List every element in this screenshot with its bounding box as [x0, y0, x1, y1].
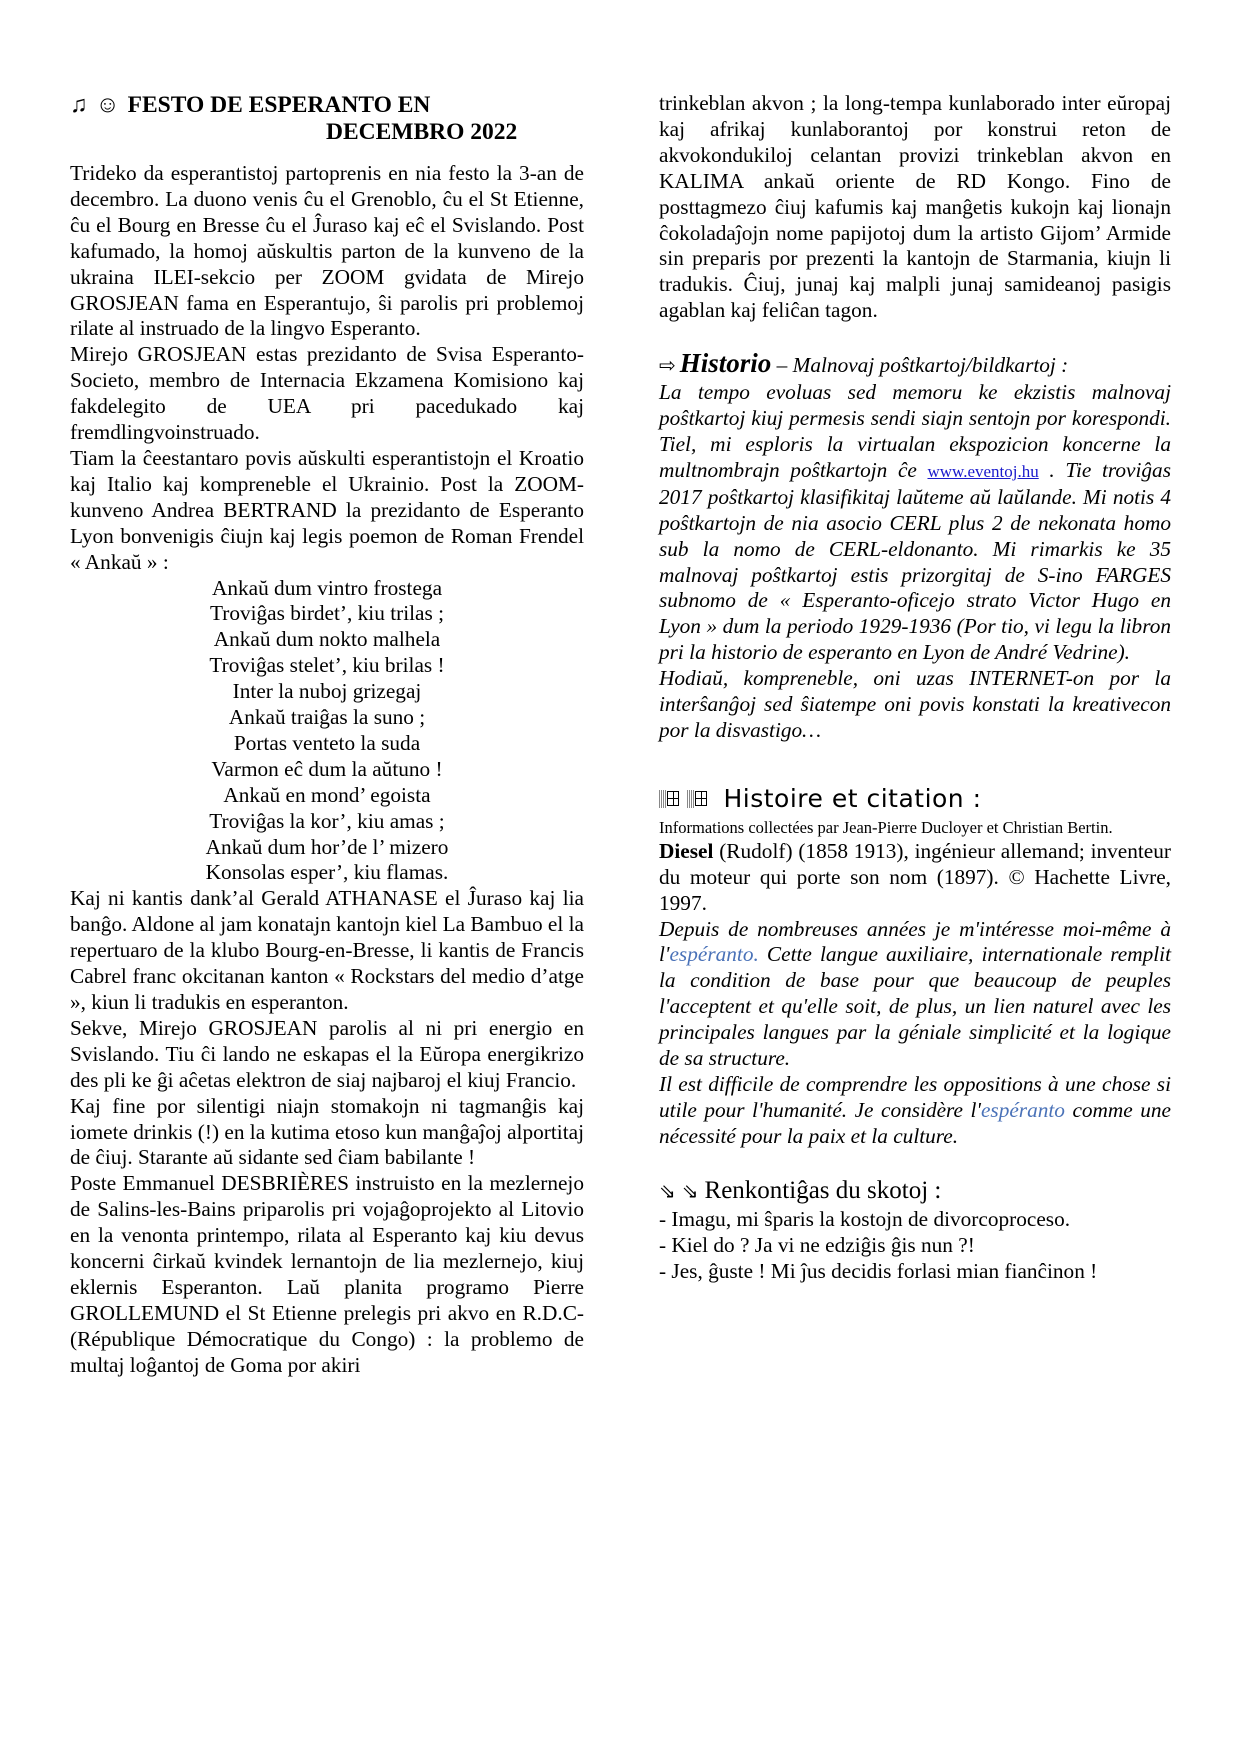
quote-text: comme une nécessité pour la paix et la culture.	[659, 1097, 1171, 1148]
poem-line: Konsolas esper’, kiu flamas.	[205, 860, 449, 885]
right-column	[659, 91, 1171, 1284]
article-paragraph: Poste Emmanuel DESBRIÈRES instruisto en la mezlernejo de Salins-les-Bains priparolis pri vojaĝoprojekto al Litovio en la venonta printempo, rilata al Esperanto kaj kiu devus koncerni ĉirkaŭ kvindek lernantojn de lia mezlernejo, kiuj eklernis Esperanton. Laŭ planita programo Pierre GROLLEMUND el St Etienne prelegis pri akvo en R.D.C-(République Démocratique du Congo) : la problemo de multaj loĝantoj de Goma por akiri	[70, 1171, 584, 1377]
hook-arrow-icon: ⇘	[659, 1178, 676, 1203]
left-column	[70, 88, 584, 1379]
poem-line: Ankaŭ dum hor’de l’ mizero	[205, 834, 449, 859]
historio-body	[659, 380, 1171, 666]
historio-title: Historio	[679, 348, 772, 379]
historio-subtitle: Malnovaj poŝtkartoj/bildkartoj :	[792, 353, 1069, 378]
eventoj-link[interactable]: www.eventoj.hu	[927, 461, 1039, 481]
jokes-section	[659, 1175, 1171, 1285]
joke-line: - Jes, ĝuste ! Mi ĵus decidis forlasi mian fianĉinon !	[659, 1258, 1098, 1283]
smiley-icon: ☺	[95, 92, 120, 118]
entry-term: Diesel	[659, 838, 714, 863]
historio-heading	[659, 349, 1171, 380]
poem-line: Troviĝas birdet’, kiu trilas ;	[209, 601, 445, 626]
citation-quote-1	[659, 917, 1171, 1072]
poem-line: Ankaŭ traiĝas la suno ;	[228, 705, 426, 730]
historio-text: La tempo evoluas sed memoru ke ekzistis malnovaj poŝtkartoj kiuj permesis sendi siajn sentojn por korespondi. Tiel, mi esploris la virtualan ekspozicion koncerne la multnombrajn poŝtkartojn ĉe	[659, 380, 1171, 482]
poem-line: Portas venteto la suda	[233, 730, 421, 755]
window-icon	[687, 790, 707, 808]
historio-section	[659, 349, 1171, 744]
article-paragraph: Tiam la ĉeestantaro povis aŭskulti esperantistojn el Kroatio kaj Italio kaj kompreneble el Ukrainio. Post la ZOOM-kunveno Andrea BERTRAND la prezidanto de Esperanto Lyon bonvenigis ĉiujn kaj legis poemon de Roman Frendel « Ankaŭ » :	[70, 445, 584, 574]
quote-text: Il est difficile de comprendre les oppositions à une chose si utile pour l'humanité. Je considère l'	[659, 1072, 1171, 1122]
poem	[70, 576, 584, 887]
jokes-heading	[659, 1175, 1171, 1207]
article-paragraph: Sekve, Mirejo GROSJEAN parolis al ni pri energio en Svislando. Tiu ĉi lando ne eskapas el la Eŭropa energikrizo des pli ke ĝi aĉetas elektron de siaj najbaroj el kiuj Francio.	[70, 1015, 584, 1092]
poem-line: Troviĝas la kor’, kiu amas ;	[209, 808, 445, 833]
historio-text: . Tie troviĝas 2017 poŝtkartoj klasifikitaj laŭteme aŭ laŭlande. Mi notis 4 poŝtkartojn de nia asocio CERL plus 2 de nekonata homo sub la nomo de CERL-eldonanto. Mi rimarkis ke 35 malnovaj poŝtkartoj estis prizorgitaj de S-ino FARGES subnomo de « Esperanto-oficejo strato Victor Hugo en Lyon » dum la periodo 1929-1936 (Por tio, vi legu la libron pri la historio de esperanto en Lyon de André Vedrine).	[659, 457, 1171, 665]
citation-heading	[659, 782, 1171, 816]
title-line-2: DECEMBRO 2022	[326, 119, 518, 145]
citation-entry	[659, 839, 1171, 917]
poem-line: Varmon eĉ dum la aŭtuno !	[211, 756, 443, 781]
title-line-1: FESTO DE ESPERANTO EN	[127, 92, 431, 118]
article-paragraph: Kaj ni kantis dank’al Gerald ATHANASE el Ĵuraso kaj lia banĝo. Aldone al jam konatajn kantojn kiel La Bambuo el la repertuaro de la klubo Bourg-en-Bresse, li kantis de Francis Cabrel franc okcitanan kanton « Rockstars del medio d’atge », kiun li tradukis en esperanton.	[70, 886, 584, 1014]
entry-text: (Rudolf) (1858 1913), ingénieur allemand; inventeur du moteur qui porte son nom (1897). © Hachette Livre, 1997.	[659, 838, 1171, 915]
poem-line: Troviĝas stelet’, kiu brilas !	[209, 653, 445, 678]
music-note-icon: ♫	[70, 92, 88, 118]
citation-quote-2	[659, 1072, 1171, 1150]
joke-line: - Imagu, mi ŝparis la kostojn de divorcoproceso.	[659, 1206, 1071, 1231]
poem-line: Ankaŭ dum nokto malhela	[213, 627, 441, 652]
poem-line: Ankaŭ en mond’ egoista	[223, 782, 431, 807]
heading-dash: –	[776, 353, 788, 378]
window-icon	[659, 790, 679, 808]
citation-section	[659, 782, 1171, 1150]
article-paragraph: Kaj fine por silentigi niajn stomakojn ni tagmanĝis kaj iomete drinkis (!) en la kutima etoso kun manĝaĵoj alportitaj de ĉiuj. Starante aŭ sidante sed ĉiam babilante !	[70, 1093, 584, 1170]
quote-text: Cette langue auxiliaire, internationale remplit la condition de base pour que beaucoup de peuples l'acceptent et qu'elle soit, de plus, un lien naturel avec les principales langues par la géniale simplicité et la logique de sa structure.	[659, 942, 1171, 1071]
article-title	[70, 92, 584, 146]
jokes-title: Renkontiĝas du skotoj :	[704, 1176, 942, 1204]
article-continuation: trinkeblan akvon ; la long-tempa kunlaborado inter eŭropaj kaj afrikaj kunlaborantoj por konstrui reton de akvokondukiloj celantan provizi trinkeblan akvon en KALIMA ankaŭ oriente de RD Kongo. Fino de posttagmezo ĉiuj kafumis kaj manĝetis kukojn kaj lionajn ĉokoladaĵojn nome papijotoj dum la artisto Gijom’ Armide sin preparis por prezenti la kantojn de Starmania, kiujn li tradukis. Ĉiuj, junaj kaj malpli junaj samideanoj pasigis agablan kaj feliĉan tagon.	[659, 91, 1171, 323]
esperanto-link[interactable]: espéranto.	[669, 942, 759, 967]
citation-credit: Informations collectées par Jean-Pierre Ducloyer et Christian Bertin.	[659, 817, 1113, 837]
article-paragraph: Mirejo GROSJEAN estas prezidanto de Svisa Esperanto-Societo, membro de Internacia Ekzamena Komisiono kaj fakdelegito de UEA pri pacedukado kaj fremdlingvoinstruado.	[70, 342, 584, 445]
historio-closing: Hodiaŭ, kompreneble, oni uzas INTERNET-on por la interŝanĝoj sed ŝiatempe oni povis konstati la kreativecon por la disvastigo…	[659, 666, 1171, 742]
article-paragraph: Trideko da esperantistoj partoprenis en nia festo la 3-an de decembro. La duono venis ĉu el Grenoblo, ĉu el St Etienne, ĉu el Bourg en Bresse ĉu el Ĵuraso kaj eĉ el Svislando. Post kafumado, la homoj aŭskultis parton de la kunveno de la ukraina ILEI-sekcio per ZOOM gvidata de Mirejo GROSJEAN fama en Esperantujo, ŝi parolis pri problemoj rilate al instruado de la lingvo Esperanto.	[70, 161, 584, 341]
poem-line: Ankaŭ dum vintro frostega	[211, 575, 443, 600]
citation-title: Histoire et citation :	[723, 783, 982, 813]
esperanto-link[interactable]: espéranto	[980, 1097, 1065, 1122]
poem-line: Inter la nuboj grizegaj	[232, 679, 422, 704]
joke-line: - Kiel do ? Ja vi ne edziĝis ĝis nun ?!	[659, 1232, 975, 1257]
quote-text: Depuis de nombreuses années je m'intéresse moi-même à l'	[659, 916, 1171, 967]
right-arrow-outline-icon: ⇨	[659, 355, 676, 378]
hook-arrow-icon: ⇘	[681, 1178, 699, 1203]
